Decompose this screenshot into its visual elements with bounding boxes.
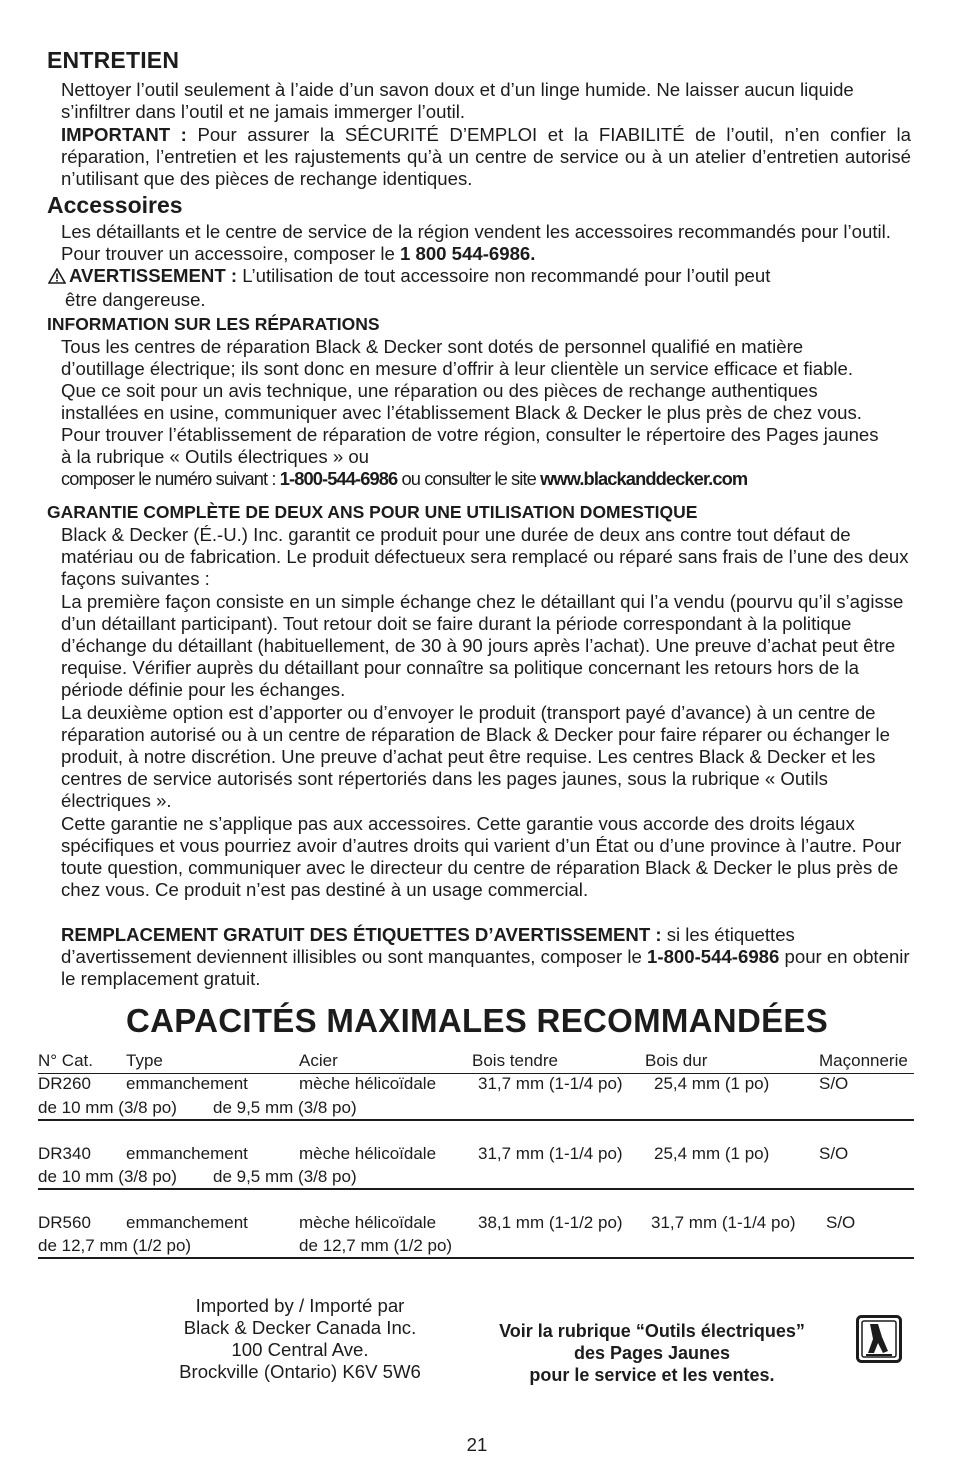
table-row-divider	[38, 1188, 914, 1190]
garantie-p2: La première façon consiste en un simple échange chez le détaillant qui l’a vendu (pourvu qu’il s’agisse d’un détaillant participant). Tout retour doit se faire durant la période correspondant à la politique d’échange du détaillant (habituellement, de 30 à 90 jours après l’achat). Une preuve d’achat peut être requise. Vérifier auprès du détaillant pour connaître sa politique concernant les retours hors de la période définie pour les échanges.	[61, 591, 904, 700]
yellow-pages-line: pour le service et les ventes.	[529, 1365, 775, 1385]
table-cell: mèche hélicoïdale	[299, 1074, 437, 1093]
col-header-bois-tendre: Bois tendre	[472, 1051, 558, 1070]
table-cell: emmanchement	[126, 1074, 248, 1093]
warning-text-line1: L’utilisation de tout accessoire non recommandé pour l’outil peut	[237, 265, 771, 286]
warning-text-line2: être dangereuse.	[65, 289, 206, 310]
col-header-acier: Acier	[299, 1051, 338, 1070]
warning-triangle-icon	[48, 267, 66, 289]
garantie-p1: Black & Decker (É.-U.) Inc. garantit ce produit pour une durée de deux ans contre tout défaut de matériau ou de fabrication. Le produit défectueux sera remplacé ou réparé sans frais de l’une des deux façons suivantes :	[61, 524, 909, 589]
table-cell: DR560	[38, 1213, 91, 1232]
accessoires-warning	[48, 265, 908, 311]
importer-address	[150, 1295, 450, 1383]
table-cell: S/O	[819, 1144, 849, 1163]
table-cell: de 12,7 mm (1/2 po)	[299, 1236, 453, 1255]
table-cell: 25,4 mm (1 po)	[654, 1144, 770, 1163]
yellow-pages-line: des Pages Jaunes	[573, 1343, 731, 1363]
entretien-heading: ENTRETIEN	[47, 47, 180, 73]
table-cell: S/O	[826, 1213, 856, 1232]
table-cell: DR260	[38, 1074, 91, 1093]
garantie-heading: GARANTIE COMPLÈTE DE DEUX ANS POUR UNE UTILISATION DOMESTIQUE	[47, 502, 698, 522]
importer-line: 100 Central Ave.	[231, 1339, 369, 1360]
table-cell: de 12,7 mm (1/2 po)	[38, 1236, 192, 1255]
reparations-website: www.blackanddecker.com	[540, 468, 748, 489]
importer-line: Imported by / Importé par	[195, 1295, 405, 1316]
garantie-p3: La deuxième option est d’apporter ou d’envoyer le produit (transport payé d’avance) à un centre de réparation autorisé ou à un centre de réparation de Black & Decker pour faire réparer ou échanger le produit, à notre discrétion. Une preuve d’achat peut être requise. Les centres Black & Decker et les centres de service autorisés sont répertoriés dans les pages jaunes, sous la rubrique « Outils électriques ».	[61, 702, 890, 811]
yellow-pages-line: Voir la rubrique “Outils électriques”	[499, 1321, 805, 1341]
table-cell: S/O	[819, 1074, 849, 1093]
reparations-site-text: ou consulter le site	[397, 468, 541, 489]
table-cell: 25,4 mm (1 po)	[654, 1074, 770, 1093]
page-number: 21	[466, 1434, 488, 1455]
table-cell: 31,7 mm (1-1/4 po)	[478, 1144, 623, 1163]
table-cell: mèche hélicoïdale	[299, 1213, 437, 1232]
table-cell: 31,7 mm (1-1/4 po)	[651, 1213, 796, 1232]
remplacement-phone: 1-800-544-6986	[647, 946, 780, 967]
col-header-bois-dur: Bois dur	[645, 1051, 708, 1070]
col-header-type: Type	[126, 1051, 163, 1070]
reparations-heading: INFORMATION SUR LES RÉPARATIONS	[47, 314, 380, 334]
table-cell: emmanchement	[126, 1144, 248, 1163]
yellow-pages-notice	[462, 1320, 842, 1386]
remplacement-label: REMPLACEMENT GRATUIT DES ÉTIQUETTES D’AVERTISSEMENT :	[61, 924, 662, 945]
important-label: IMPORTANT :	[61, 124, 187, 145]
reparations-last-line	[61, 468, 747, 489]
table-cell: de 9,5 mm (3/8 po)	[213, 1098, 357, 1117]
reparations-compose: composer le numéro suivant :	[61, 468, 280, 489]
table-cell: emmanchement	[126, 1213, 248, 1232]
table-row-divider	[38, 1257, 914, 1259]
importer-line: Black & Decker Canada Inc.	[183, 1317, 417, 1338]
entretien-text: Nettoyer l’outil seulement à l’aide d’un savon doux et d’un linge humide. Ne laisser aucun liquide s’infiltrer dans l’outil et ne jamais immerger l’outil.	[61, 79, 854, 122]
remplacement-text-a: si les étiquettes d’avertissement deviennent illisibles ou sont manquantes, composer le	[61, 924, 795, 967]
warning-label: AVERTISSEMENT :	[69, 265, 238, 286]
col-header-cat: N° Cat.	[38, 1051, 93, 1070]
garantie-p4: Cette garantie ne s’applique pas aux accessoires. Cette garantie vous accorde des droits légaux spécifiques et vous pourriez avoir d’autres droits qui varient d’un État ou d’une province à l’autre. Pour toute question, communiquer avec le directeur du centre de réparation Black & Decker le plus près de chez vous. Ce produit n’est pas destiné à un usage commercial.	[61, 813, 902, 900]
remplacement-text-b: pour en obtenir le remplacement gratuit.	[61, 946, 910, 989]
accessoires-paragraph	[61, 221, 911, 265]
reparations-text: Tous les centres de réparation Black & Decker sont dotés de personnel qualifié en matière d’outillage électrique; ils sont donc en mesure d’offrir à leur clientèle un service efficace et fiable. Que ce soit pour un avis technique, une réparation ou des pièces de rechange authentiques installées en usine, communiquer avec l’établissement Black & Decker le plus près de chez vous. Pour trouver l’établissement de réparation de votre région, consulter le répertoire des Pages jaunes à la rubrique « Outils électriques » ou	[61, 336, 879, 467]
accessoires-text: Les détaillants et le centre de service de la région vendent les accessoires recommandés pour l’outil. Pour trouver un accessoire, composer le	[61, 221, 891, 264]
garantie-p5	[61, 924, 911, 990]
col-header-maconnerie: Maçonnerie	[819, 1051, 908, 1070]
table-header-rule	[38, 1073, 914, 1074]
accessoires-heading: Accessoires	[47, 192, 183, 218]
table-cell: de 10 mm (3/8 po)	[38, 1098, 177, 1117]
table-cell: de 10 mm (3/8 po)	[38, 1167, 177, 1186]
reparations-phone: 1-800-544-6986	[279, 468, 398, 489]
accessoires-phone: 1 800 544-6986.	[399, 243, 536, 264]
importer-line: Brockville (Ontario) K6V 5W6	[179, 1361, 421, 1382]
table-row-divider	[38, 1119, 914, 1121]
table-cell: 31,7 mm (1-1/4 po)	[478, 1074, 623, 1093]
entretien-paragraph	[61, 79, 911, 123]
important-text: Pour assurer la SÉCURITÉ D’EMPLOI et la FIABILITÉ de l’outil, n’en confier la réparation, l’entretien et les rajustements qu’à un centre de service ou à un atelier d’entretien autorisé n’utilisant que des pièces de rechange identiques.	[61, 124, 911, 189]
reparations-paragraph	[61, 336, 891, 490]
table-cell: 38,1 mm (1-1/2 po)	[478, 1213, 623, 1232]
capacites-title: CAPACITÉS MAXIMALES RECOMMANDÉES	[125, 1002, 829, 1039]
yellow-pages-walking-fingers-icon	[856, 1315, 902, 1363]
table-cell: mèche hélicoïdale	[299, 1144, 437, 1163]
table-cell: de 9,5 mm (3/8 po)	[213, 1167, 357, 1186]
table-cell: DR340	[38, 1144, 91, 1163]
important-paragraph	[61, 124, 911, 190]
